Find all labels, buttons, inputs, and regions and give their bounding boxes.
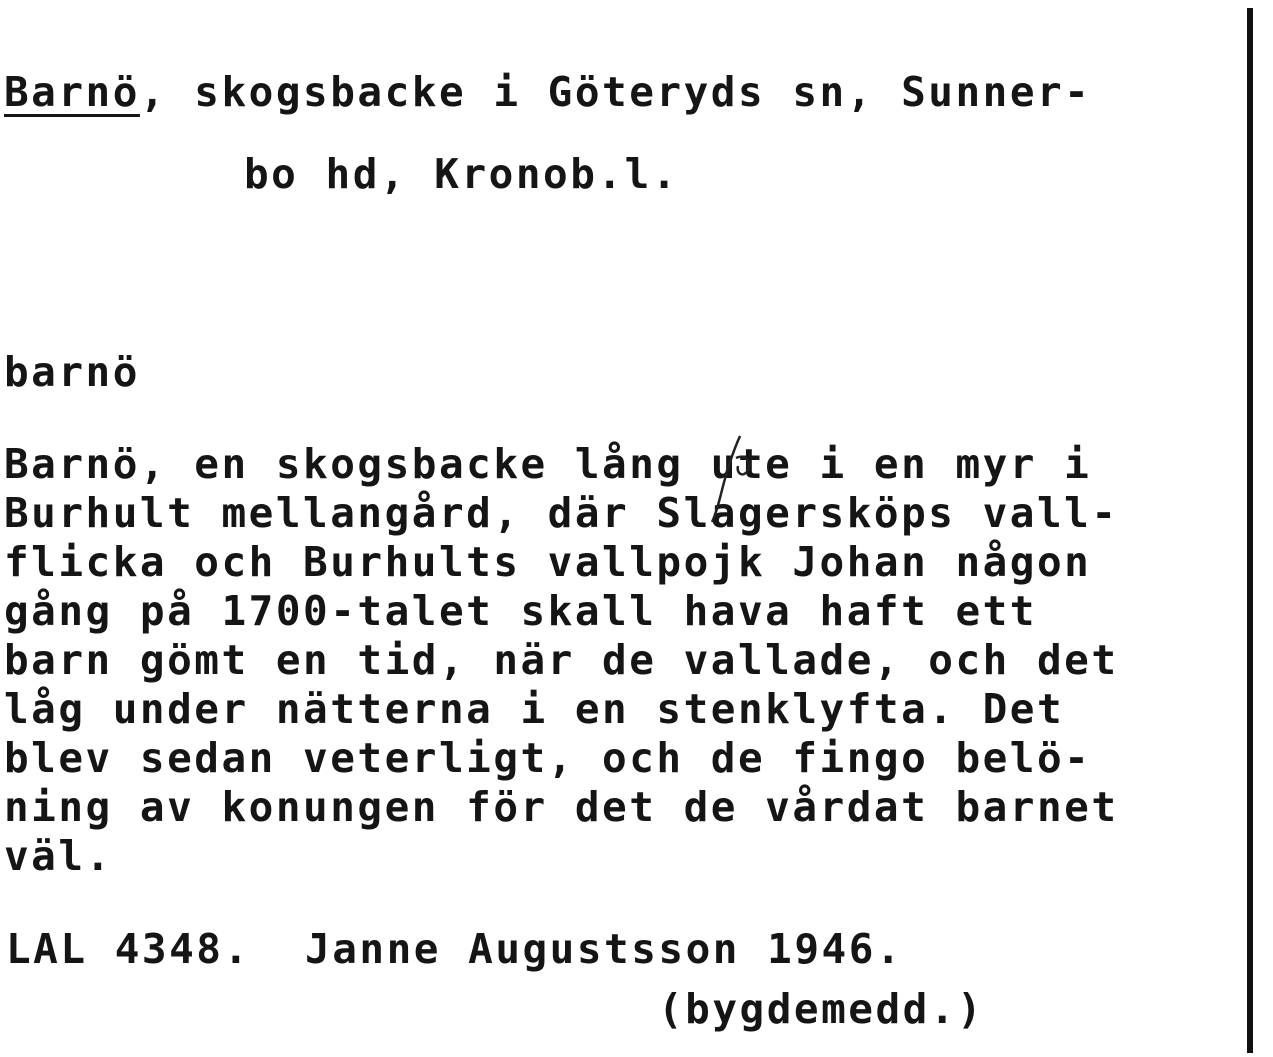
body-line: Burhult mellangård, där Slagersköps vall-	[4, 489, 1119, 537]
body-line: ning av konungen för det de vårdat barnet	[4, 783, 1119, 831]
header-location: , skogsbacke i Göteryds sn, Sunner-	[139, 68, 1092, 116]
body-text	[4, 440, 1119, 881]
card-edge-line	[1247, 8, 1253, 1053]
pronunciation: barnö	[4, 348, 140, 396]
header-line-1	[4, 68, 1091, 116]
body-line: flicka och Burhults vallpojk Johan någon	[4, 538, 1092, 586]
body-line: Barnö, en skogsbacke lång ute i en myr i	[4, 440, 1092, 488]
source-reference: LAL 4348. Janne Augustsson 1946.	[6, 925, 904, 973]
source-note: (bygdemedd.)	[658, 985, 985, 1033]
body-line: väl.	[4, 832, 113, 880]
body-line: låg under nätterna i en stenklyfta. Det	[4, 685, 1065, 733]
header-line-2: bo hd, Kronob.l.	[244, 150, 679, 198]
body-line: blev sedan veterligt, och de fingo belö-	[4, 734, 1092, 782]
headword: Barnö	[4, 68, 140, 116]
body-line: barn gömt en tid, när de vallade, och det	[4, 636, 1119, 684]
handwritten-correction-mark	[706, 430, 758, 526]
body-line: gång på 1700-talet skall hava haft ett	[4, 587, 1037, 635]
